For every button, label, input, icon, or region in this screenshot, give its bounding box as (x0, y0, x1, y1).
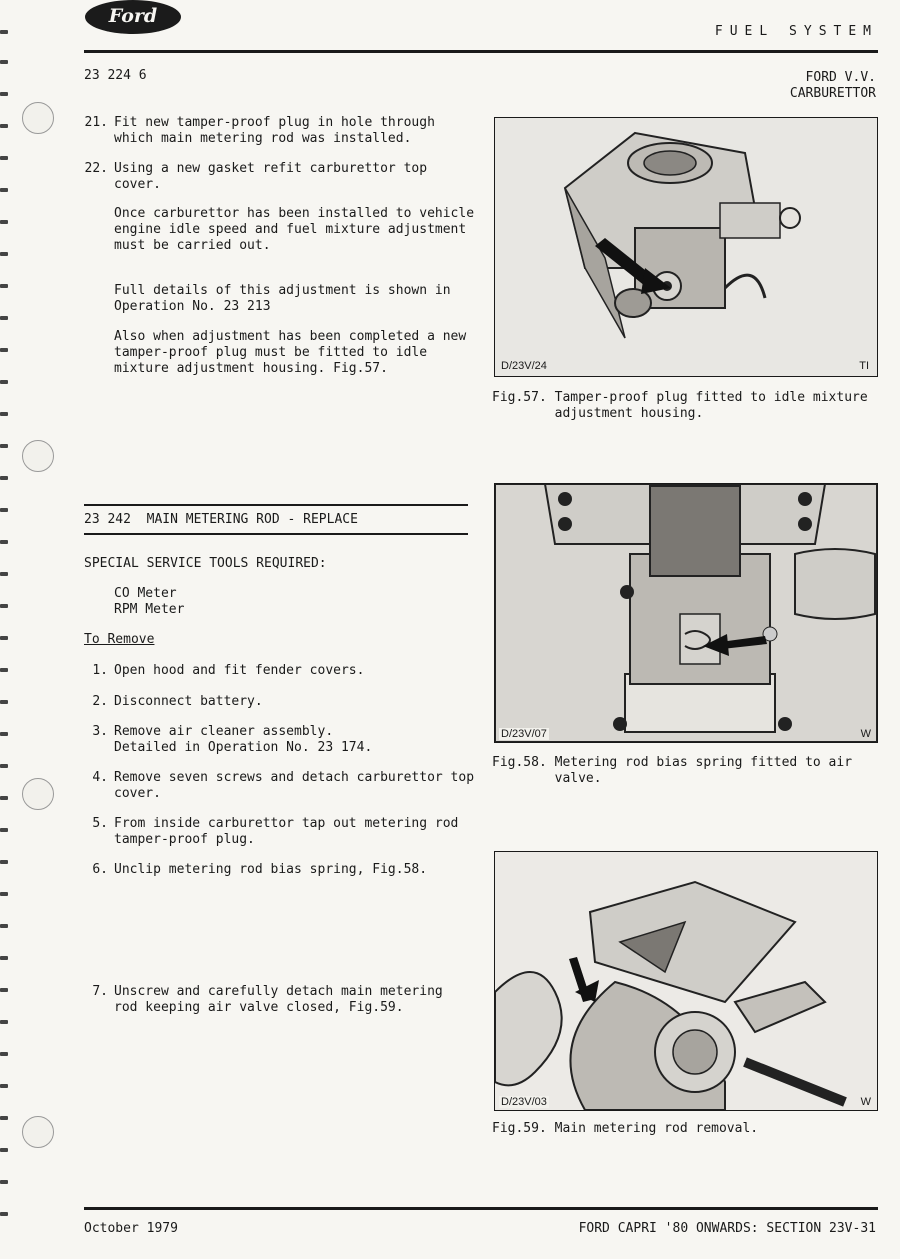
operation-number: 23 224 6 (84, 68, 147, 83)
figure-58-mark: W (860, 728, 871, 740)
figure-58-photo (494, 483, 878, 743)
footer-rule (84, 1207, 878, 1210)
paragraph-tamper-plug: Also when adjustment has been completed a new tamper-proof plug must be fitted to idle mixture adjustment housing. Fig.57. (114, 329, 467, 376)
punch-hole (22, 778, 54, 810)
step-text: From inside carburettor tap out metering rod tamper-proof plug. (114, 816, 459, 847)
figure-57-ref: D/23V/24 (501, 360, 547, 372)
figure-59-photo (494, 851, 878, 1111)
figure-59-caption: Fig.59. Main metering rod removal. (492, 1121, 759, 1136)
paragraph-adjustment: Full details of this adjustment is shown in Operation No. 23 213 (114, 283, 451, 314)
step-number: 3. (92, 724, 108, 739)
figure-58-ref: D/23V/07 (501, 728, 547, 740)
binding-edge (0, 0, 10, 1259)
section-rule-bottom (84, 533, 468, 535)
figure-58-caption: Fig.58. Metering rod bias spring fitted to air valve. (492, 755, 853, 786)
punch-hole (22, 1116, 54, 1148)
step-text: Unscrew and carefully detach main metering rod keeping air valve closed, Fig.59. (114, 984, 443, 1015)
step-number: 22. (84, 161, 108, 176)
ford-logo: Ford (85, 0, 181, 34)
figure-59-mark: W (860, 1096, 871, 1108)
tool-co-meter: CO Meter (114, 586, 177, 601)
carburettor-title-1: FORD V.V. (805, 70, 876, 85)
header-rule (84, 50, 878, 53)
footer-section: FORD CAPRI '80 ONWARDS: SECTION 23V-31 (578, 1221, 876, 1236)
figure-57-photo (494, 117, 878, 377)
step-number: 1. (92, 663, 108, 678)
section-heading: 23 242 MAIN METERING ROD - REPLACE (84, 512, 358, 527)
step-number: 21. (84, 115, 108, 130)
figure-57-mark: TI (859, 360, 869, 372)
step-text: Remove seven screws and detach carburettor top cover. (114, 770, 475, 801)
figure-59-ref: D/23V/03 (501, 1096, 547, 1108)
carburettor-title-2: CARBURETTOR (789, 86, 876, 101)
metering-rod-spring-illustration (495, 484, 877, 742)
step-text: Remove air cleaner assembly. Detailed in Operation No. 23 174. (114, 724, 373, 755)
punch-hole (22, 440, 54, 472)
step-text: Disconnect battery. (114, 694, 263, 709)
section-rule-top (84, 504, 468, 506)
tool-rpm-meter: RPM Meter (114, 602, 185, 617)
section-title: FUEL SYSTEM (714, 24, 878, 39)
step-number: 7. (92, 984, 108, 999)
step-number: 5. (92, 816, 108, 831)
carburettor-illustration (495, 118, 877, 376)
figure-57-caption: Fig.57. Tamper-proof plug fitted to idle mixture adjustment housing. (492, 390, 868, 421)
punch-hole (22, 102, 54, 134)
rod-removal-illustration (495, 852, 877, 1110)
step-number: 4. (92, 770, 108, 785)
footer-date: October 1979 (84, 1221, 178, 1236)
step-text: Open hood and fit fender covers. (114, 663, 365, 678)
step-number: 6. (92, 862, 108, 877)
step-text: Fit new tamper-proof plug in hole through which main metering rod was installed. (114, 115, 435, 146)
paragraph-installation: Once carburettor has been installed to vehicle engine idle speed and fuel mixture adjustment must be carried out. (114, 206, 475, 253)
tools-label: SPECIAL SERVICE TOOLS REQUIRED: (84, 556, 327, 571)
step-text: Unclip metering rod bias spring, Fig.58. (114, 862, 428, 877)
step-text: Using a new gasket refit carburettor top cover. (114, 161, 428, 192)
subheading-to-remove: To Remove (84, 632, 155, 647)
step-number: 2. (92, 694, 108, 709)
